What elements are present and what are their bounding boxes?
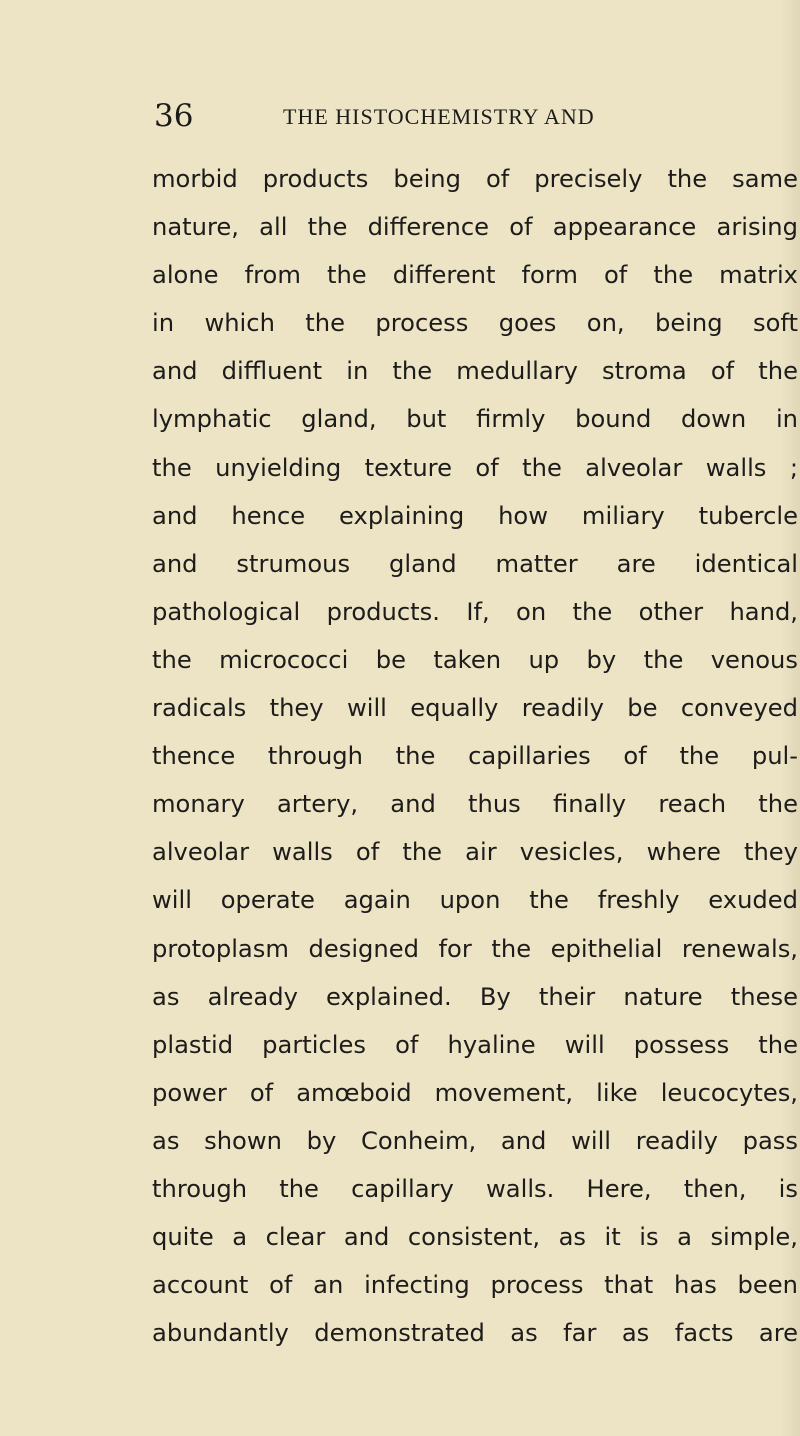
text-line: alveolar walls of the air vesicles, where they <box>152 838 798 867</box>
text-line: radicals they will equally readily be conveyed <box>152 694 798 723</box>
body-paragraph <box>152 155 798 1357</box>
text-line: as shown by Conheim, and will readily pass <box>152 1126 798 1155</box>
text-line: thence through the capillaries of the pul- <box>152 742 798 771</box>
text-line: and strumous gland matter are identical <box>152 549 798 578</box>
text-line: power of amœboid movement, like leucocytes, <box>152 1078 798 1107</box>
text-line: abundantly demonstrated as far as facts are <box>152 1319 798 1348</box>
text-line: as already explained. By their nature these <box>152 982 798 1011</box>
text-line: and diffluent in the medullary stroma of the <box>152 357 798 386</box>
text-line: pathological products. If, on the other hand, <box>152 597 798 626</box>
text-line: quite a clear and consistent, as it is a simple, <box>152 1223 798 1252</box>
running-head <box>0 96 800 136</box>
text-line: and hence explaining how miliary tubercle <box>152 501 798 530</box>
text-line: morbid products being of precisely the same <box>152 165 798 193</box>
text-line: will operate again upon the freshly exuded <box>152 886 798 915</box>
text-line: nature, all the difference of appearance arising <box>152 213 798 242</box>
text-line: account of an infecting process that has been <box>152 1271 798 1300</box>
text-line: monary artery, and thus finally reach the <box>152 790 798 819</box>
page-number: 36 <box>154 98 194 134</box>
text-line: in which the process goes on, being soft <box>152 309 798 338</box>
text-line: protoplasm designed for the epithelial renewals, <box>152 934 798 963</box>
text-line: the unyielding texture of the alveolar walls ; <box>152 453 798 482</box>
text-line: lymphatic gland, but firmly bound down in <box>152 405 798 434</box>
text-line: alone from the different form of the matrix <box>152 261 798 290</box>
running-head-title: THE HISTOCHEMISTRY AND <box>283 104 595 129</box>
text-line: the micrococci be taken up by the venous <box>152 645 798 674</box>
text-line: through the capillary walls. Here, then, is <box>152 1174 798 1203</box>
text-line: plastid particles of hyaline will possess the <box>152 1030 798 1059</box>
